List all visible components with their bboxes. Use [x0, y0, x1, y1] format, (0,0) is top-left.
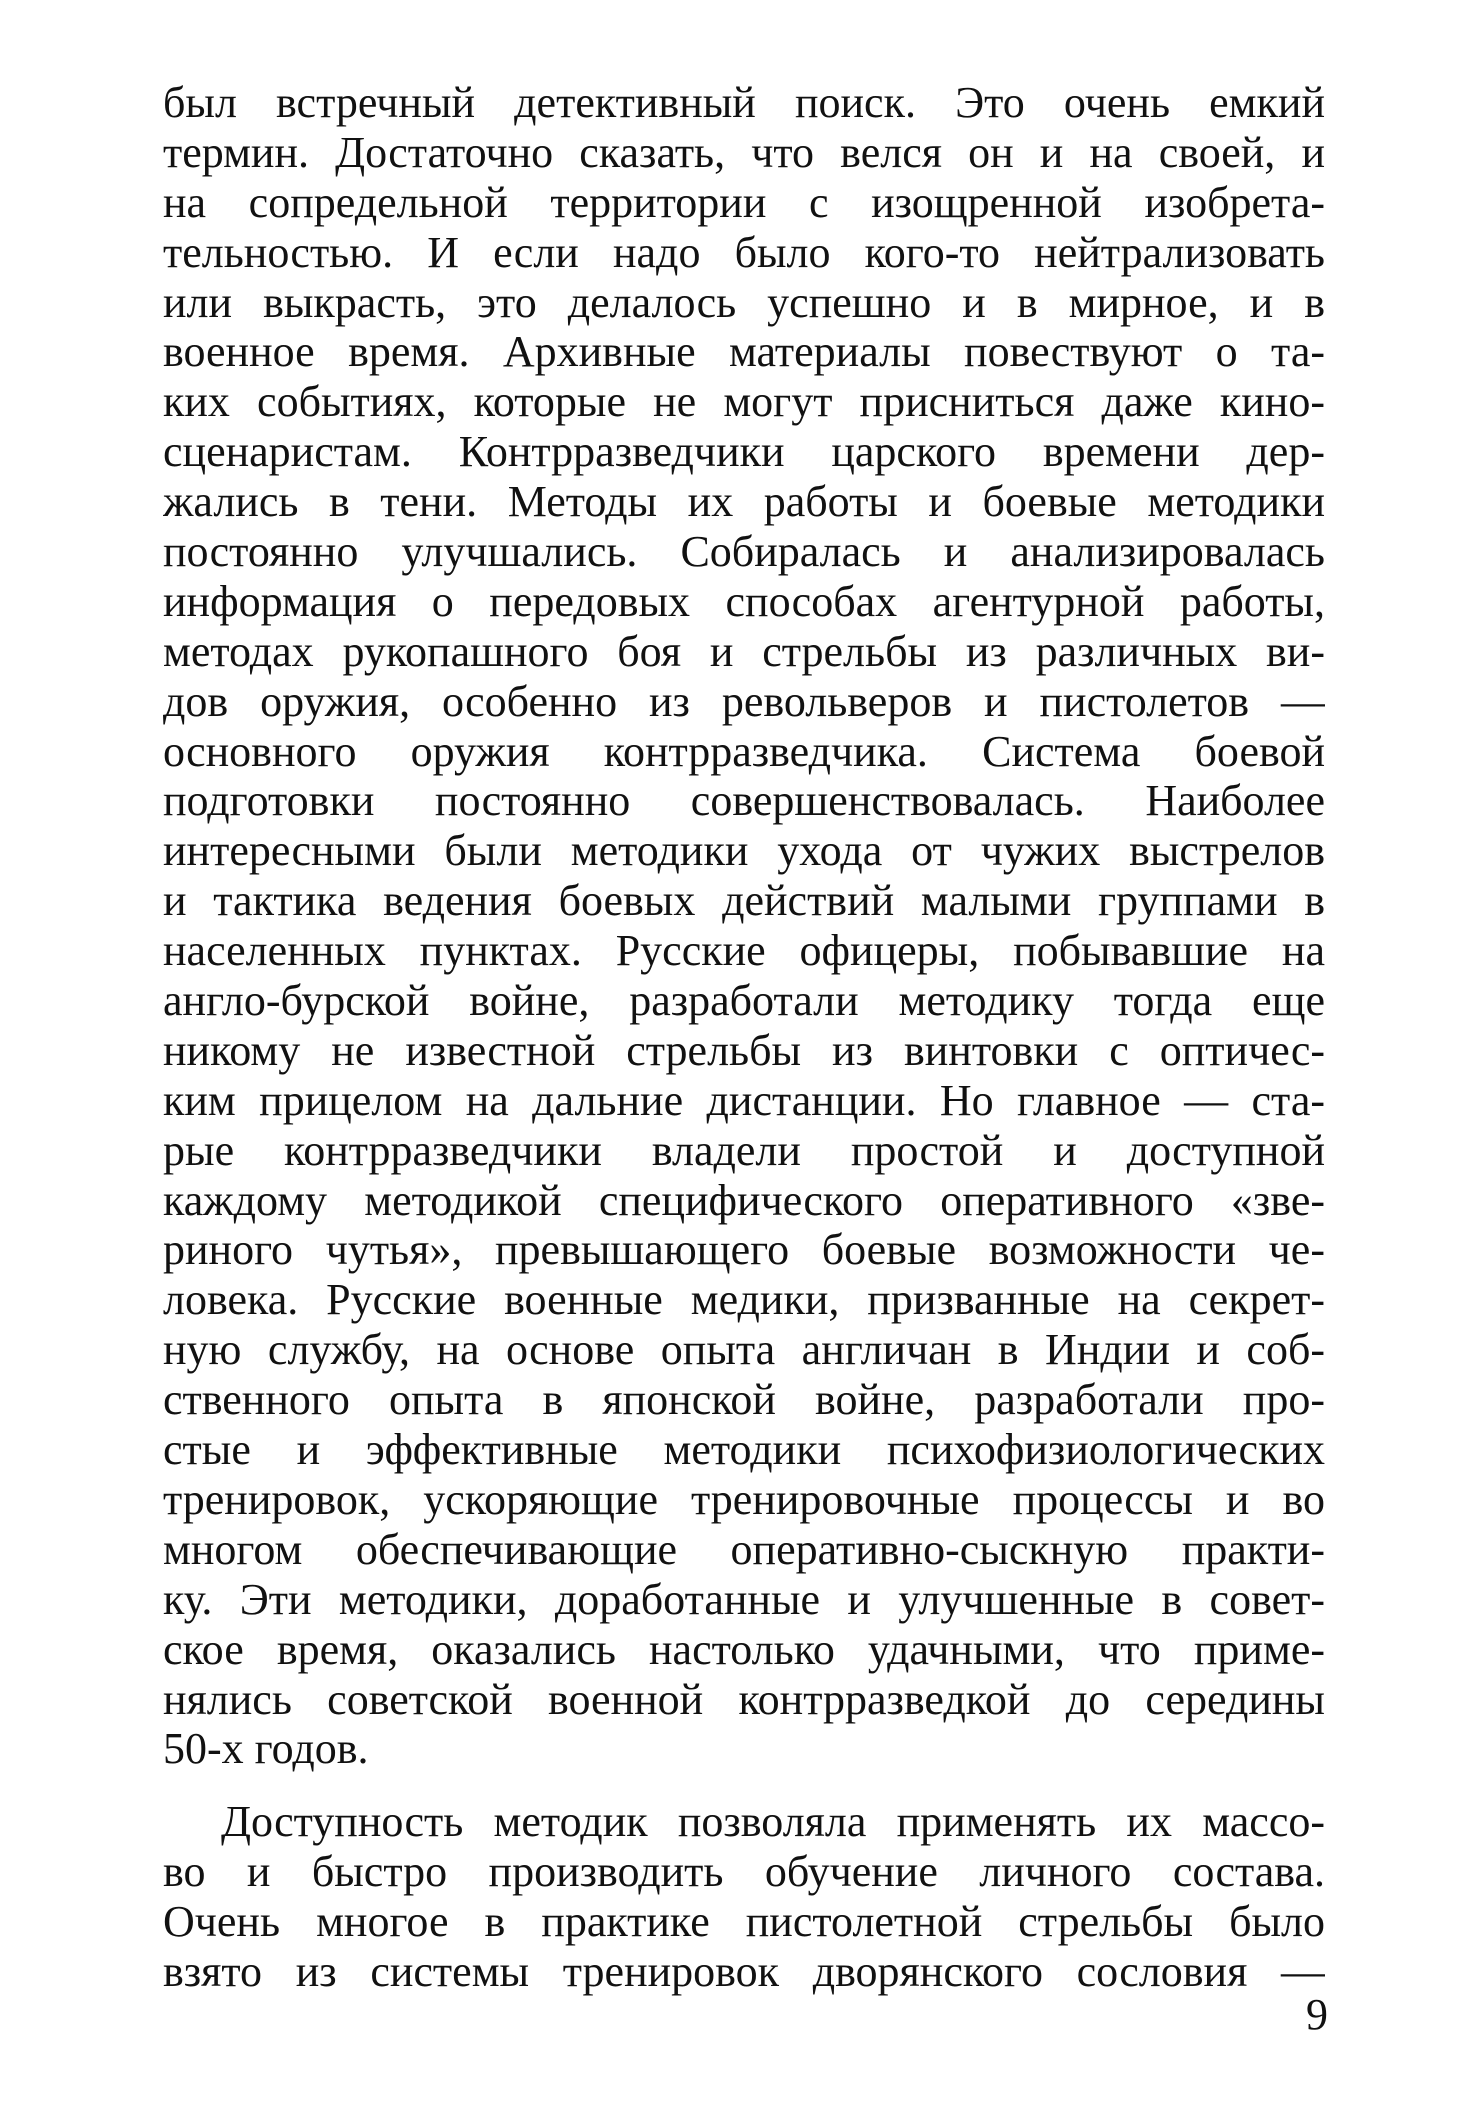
text-line: риного чутья», превышающего боевые возможности че-: [163, 1225, 1325, 1275]
text-line: Доступность методик позволяла применять их массо-: [221, 1797, 1325, 1847]
text-line: на сопредельной территории с изощренной изобрета-: [163, 177, 1325, 227]
text-line: ких событиях, которые не могут присниться даже кино-: [163, 377, 1325, 427]
text-line: основного оружия контрразведчика. Система боевой: [163, 726, 1325, 776]
text-line: термин. Достаточно сказать, что велся он и на своей, и: [163, 127, 1325, 177]
paragraph-2: [163, 1797, 1325, 1997]
text-line: тренировок, ускоряющие тренировочные процессы и во: [163, 1474, 1325, 1524]
text-line: каждому методикой специфического оперативного «зве-: [163, 1175, 1325, 1225]
text-line: ную службу, на основе опыта англичан в Индии и соб-: [163, 1325, 1325, 1375]
text-line: ловека. Русские военные медики, призванные на секрет-: [163, 1275, 1325, 1325]
text-line: многом обеспечивающие оперативно-сыскную практи-: [163, 1524, 1325, 1574]
text-line: или выкрасть, это делалось успешно и в мирное, и в: [163, 277, 1325, 327]
text-line: во и быстро производить обучение личного состава.: [163, 1847, 1325, 1897]
text-line: ким прицелом на дальние дистанции. Но главное — ста-: [163, 1075, 1325, 1125]
paragraph-1: [163, 78, 1325, 1774]
text-line: интересными были методики ухода от чужих выстрелов: [163, 826, 1325, 876]
text-line: дов оружия, особенно из револьверов и пистолетов —: [163, 676, 1325, 726]
text-line: ку. Эти методики, доработанные и улучшенные в совет-: [163, 1574, 1325, 1624]
text-line: подготовки постоянно совершенствовалась. Наиболее: [163, 776, 1325, 826]
text-line: методах рукопашного боя и стрельбы из различных ви-: [163, 626, 1325, 676]
text-line: англо-бурской войне, разработали методику тогда еще: [163, 976, 1325, 1026]
text-line: рые контрразведчики владели простой и доступной: [163, 1125, 1325, 1175]
text-line: сценаристам. Контрразведчики царского времени дер-: [163, 427, 1325, 477]
text-line: ское время, оказались настолько удачными, что приме-: [163, 1624, 1325, 1674]
text-line: взято из системы тренировок дворянского сословия —: [163, 1946, 1325, 1996]
text-line: жались в тени. Методы их работы и боевые методики: [163, 477, 1325, 527]
text-line: был встречный детективный поиск. Это очень емкий: [163, 78, 1325, 127]
text-line: нялись советской военной контрразведкой до середины: [163, 1674, 1325, 1724]
text-line: тельностью. И если надо было кого-то нейтрализовать: [163, 227, 1325, 277]
paragraph-gap: [163, 1774, 1325, 1797]
text-line: 50-х годов.: [163, 1724, 369, 1774]
text-line: военное время. Архивные материалы повествуют о та-: [163, 327, 1325, 377]
text-line: и тактика ведения боевых действий малыми группами в: [163, 876, 1325, 926]
body-text: [163, 78, 1325, 1997]
text-line: Очень многое в практике пистолетной стрельбы было: [163, 1897, 1325, 1947]
text-line: постоянно улучшались. Собиралась и анализировалась: [163, 527, 1325, 577]
text-line: ственного опыта в японской войне, разработали про-: [163, 1375, 1325, 1425]
text-line: населенных пунктах. Русские офицеры, побывавшие на: [163, 926, 1325, 976]
text-line: никому не известной стрельбы из винтовки с оптичес-: [163, 1025, 1325, 1075]
text-line: стые и эффективные методики психофизиологических: [163, 1425, 1325, 1475]
text-line: информация о передовых способах агентурной работы,: [163, 576, 1325, 626]
page-number: 9: [1306, 1990, 1328, 2039]
